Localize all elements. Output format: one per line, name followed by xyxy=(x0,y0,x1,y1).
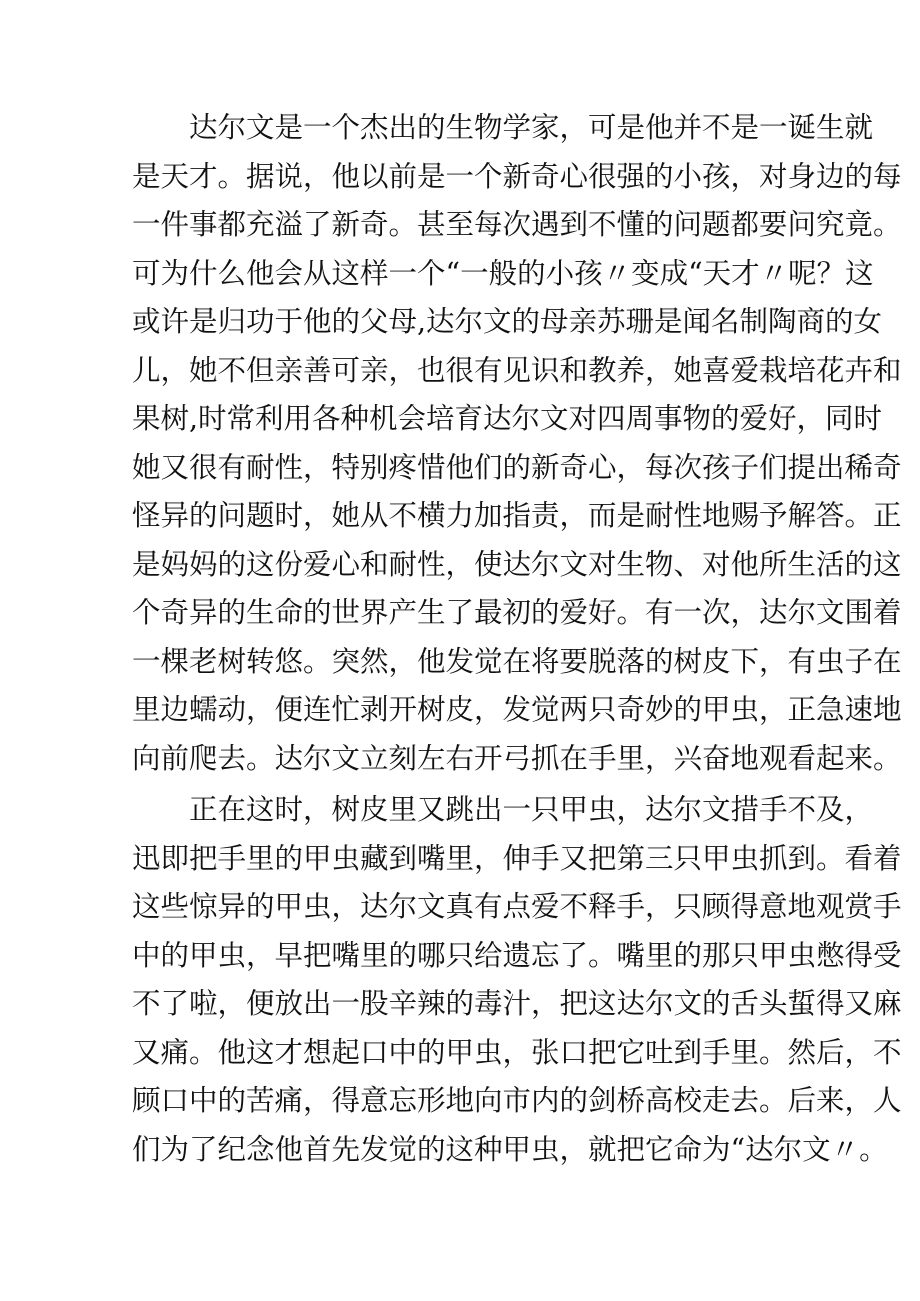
paragraph-1-line-7: 果树,时常利用各种机会培育达尔文对四周事物的爱好，同时 xyxy=(132,402,883,435)
paragraph-1-line-4: 可为什么他会从这样一个“一般的小孩〃变成“天才〃呢？这 xyxy=(132,256,874,290)
paragraph-2-line-6: 又痛。他这才想起口中的甲虫，张口把它吐到手里。然后，不 xyxy=(132,1035,902,1069)
paragraph-1-line-2: 是天才。据说，他以前是一个新奇心很强的小孩，对身边的每 xyxy=(132,159,902,193)
paragraph-2-line-4: 中的甲虫，早把嘴里的哪只给遗忘了。嘴里的那只甲虫憋得受 xyxy=(132,938,902,972)
paragraph-1-line-3: 一件事都充溢了新奇。甚至每次遇到不懂的问题都要问究竟。 xyxy=(132,208,902,241)
paragraph-2-line-3: 这些惊异的甲虫，达尔文真有点爱不释手，只顾得意地观赏手 xyxy=(132,890,902,923)
paragraph-1-line-11: 个奇异的生命的世界产生了最初的爱好。有一次，达尔文围着 xyxy=(132,596,902,629)
paragraph-2-line-1: 正在这时，树皮里又跳出一只甲虫，达尔文措手不及， xyxy=(189,793,874,826)
paragraph-2-line-8: 们为了纪念他首先发觉的这种甲虫，就把它命为“达尔文〃。 xyxy=(132,1132,888,1166)
paragraph-2-line-7: 顾口中的苦痛，得意忘形地向市内的剑桥高校走去。后来，人 xyxy=(132,1084,902,1117)
paragraph-1-line-1: 达尔文是一个杰出的生物学家，可是他并不是一诞生就 xyxy=(189,111,874,144)
paragraph-1-line-6: 儿，她不但亲善可亲，也很有见识和教养，她喜爱栽培花卉和 xyxy=(132,353,902,387)
paragraph-1-line-13: 里边蠕动，便连忙剥开树皮，发觉两只奇妙的甲虫，正急速地 xyxy=(132,693,902,726)
paragraph-2-line-2: 迅即把手里的甲虫藏到嘴里，伸手又把第三只甲虫抓到。看着 xyxy=(132,841,902,875)
paragraph-1-line-10: 是妈妈的这份爱心和耐性，使达尔文对生物、对他所生活的这 xyxy=(132,547,902,581)
paragraph-2-line-5: 不了啦，便放出一股辛辣的毒汁，把这达尔文的舌头蜇得又麻 xyxy=(132,987,902,1020)
paragraph-1-line-14: 向前爬去。达尔文立刻左右开弓抓在手里，兴奋地观看起来。 xyxy=(132,741,902,775)
paragraph-1-line-12: 一棵老树转悠。突然，他发觉在将要脱落的树皮下，有虫子在 xyxy=(132,644,902,678)
paragraph-1-line-8: 她又很有耐性，特别疼惜他们的新奇心，每次孩子们提出稀奇 xyxy=(132,450,902,484)
paragraph-1-line-5: 或许是归功于他的父母,达尔文的母亲苏珊是闻名制陶商的女 xyxy=(132,305,883,338)
paragraph-1-line-9: 怪异的问题时，她从不横力加指责，而是耐性地赐予解答。正 xyxy=(132,499,902,532)
